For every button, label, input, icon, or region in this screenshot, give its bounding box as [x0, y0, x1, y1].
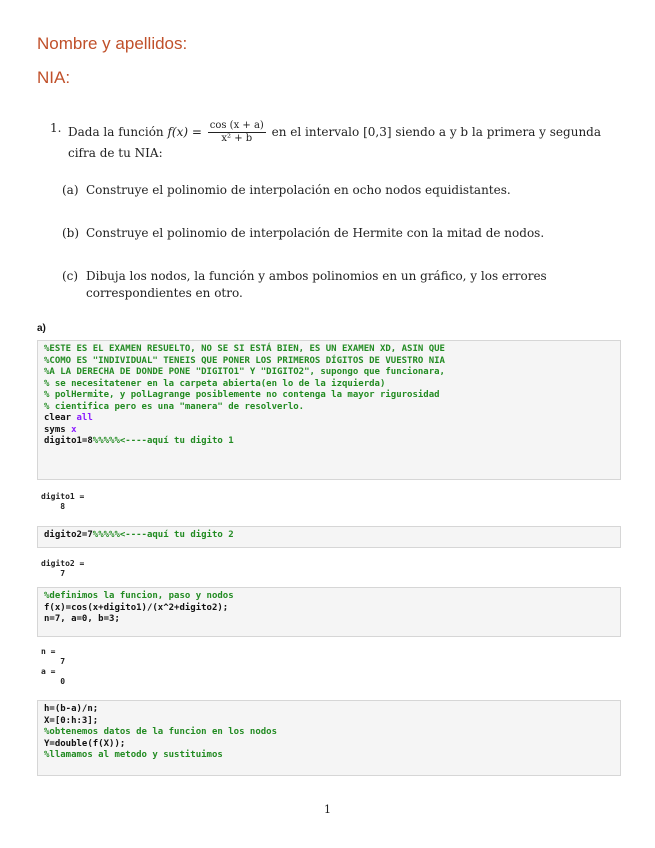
comment-line: % polHermite, y polLagrange posiblemente no contenga la mayor rigurosidad: [44, 390, 440, 400]
item-b-label: (b): [62, 226, 80, 240]
syms-argument: x: [71, 424, 77, 435]
comment-line: % se necesitatener en la carpeta abierta(en lo de la izquierda): [44, 378, 386, 389]
digit2-assignment: digito2=7: [44, 530, 93, 540]
comment-line: %ESTE ES EL EXAMEN RESUELTO, NO SE SI ESTÁ BIEN, ES UN EXAMEN XD, ASIN QUE: [44, 344, 445, 354]
code-cell-3[interactable]: [37, 587, 621, 637]
page-number: 1: [324, 803, 331, 816]
output-value: 7: [60, 569, 66, 578]
fraction-numerator: cos (x + a): [209, 120, 264, 131]
code-line: f(x)=cos(x+digito1)/(x^2+digito2);: [44, 602, 229, 613]
item-b-text: Construye el polinomio de interpolación de Hermite con la mitad de nodos.: [86, 226, 545, 240]
output-digito2: [41, 559, 84, 579]
code-line: h=(b-a)/n;: [44, 704, 99, 714]
problem-intro-after: en el intervalo [0,3] siendo a y b la primera y segunda cifra de tu NIA:: [68, 125, 602, 160]
problem-number: 1.: [50, 121, 62, 135]
problem-intro-before: Dada la función: [68, 125, 168, 139]
output-n-a: [41, 647, 65, 687]
item-c: [62, 268, 616, 302]
item-a-text: Construye el polinomio de interpolación en ocho nodos equidistantes.: [86, 183, 511, 197]
comment-line: %llamamos al metodo y sustituimos: [44, 750, 223, 760]
item-a: [62, 182, 616, 199]
item-a-label: (a): [62, 183, 79, 197]
comment-line: % cientifica pero es una "manera" de resolverlo.: [44, 401, 305, 412]
output-name: digito2 =: [41, 559, 85, 568]
fraction-denominator: x² + b: [221, 133, 253, 144]
code-line: n=7, a=0, b=3;: [44, 614, 120, 624]
section-label: a): [37, 323, 46, 334]
output-value: 0: [60, 677, 66, 686]
output-digito1: [41, 492, 84, 512]
output-value: 8: [60, 502, 66, 511]
function-fraction: [208, 120, 266, 145]
item-b: [62, 225, 616, 242]
code-cell-4[interactable]: [37, 700, 621, 776]
comment-line: %obtenemos datos de la funcion en los nodos: [44, 727, 277, 737]
digit1-assignment: digito1=8: [44, 436, 93, 446]
clear-argument: all: [76, 413, 93, 423]
code-cell-2[interactable]: [37, 526, 621, 548]
code-line: Y=double(f(X));: [44, 738, 126, 749]
clear-command: clear: [44, 413, 77, 423]
comment-line: %A LA DERECHA DE DONDE PONE "DIGITO1" Y "DIGITO2", supongo que funcionara,: [44, 367, 445, 377]
name-heading: Nombre y apellidos:: [37, 34, 188, 53]
code-line: X=[0:h:3];: [44, 715, 99, 726]
function-lhs: f(x) =: [167, 125, 206, 139]
output-name: a =: [41, 667, 56, 676]
comment-line: %COMO ES "INDIVIDUAL" TENEIS QUE PONER LOS PRIMEROS DÍGITOS DE VUESTRO NIA: [44, 355, 445, 366]
output-name: n =: [41, 647, 56, 656]
item-c-text: Dibuja los nodos, la función y ambos polinomios en un gráfico, y los errores correspondientes en otro.: [86, 269, 547, 300]
problem-statement: [50, 120, 620, 162]
output-name: digito1 =: [41, 492, 85, 501]
nia-heading: NIA:: [37, 68, 71, 87]
comment-line: %definimos la funcion, paso y nodos: [44, 591, 234, 601]
code-cell-1[interactable]: [37, 340, 621, 480]
syms-command: syms: [44, 424, 72, 435]
digit2-comment: %%%%%<----aquí tu digito 2: [92, 530, 234, 540]
digit1-comment: %%%%%<----aquí tu digito 1: [92, 436, 234, 446]
item-c-label: (c): [62, 269, 79, 283]
output-value: 7: [60, 657, 66, 666]
